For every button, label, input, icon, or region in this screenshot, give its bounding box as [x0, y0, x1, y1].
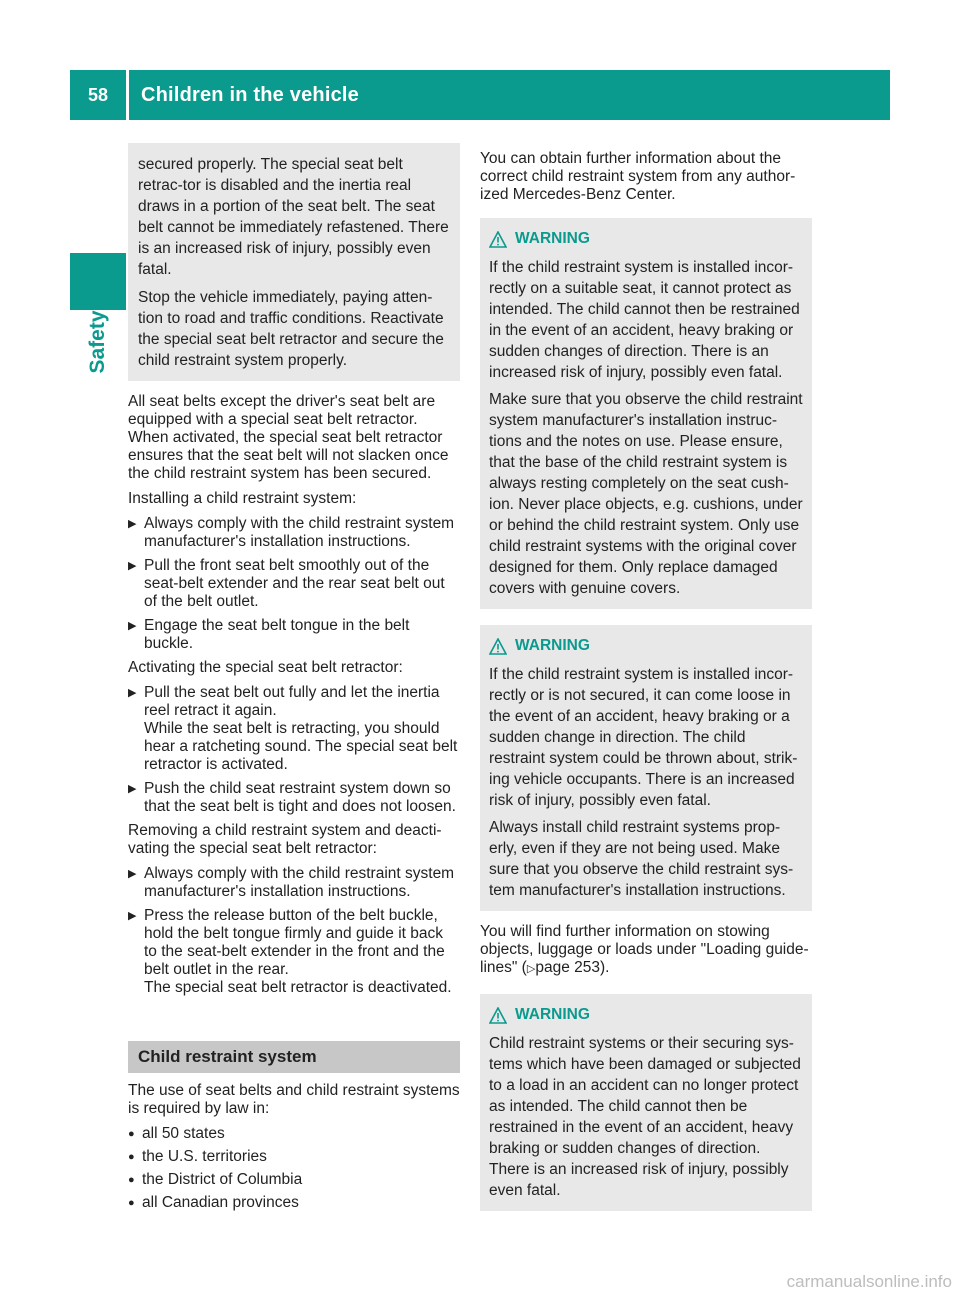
warning-label: WARNING — [515, 230, 590, 247]
page-title: Children in the vehicle — [141, 83, 359, 106]
step-arrow-icon: ▶ — [128, 910, 137, 922]
watermark: carmanualsonline.info — [786, 1272, 952, 1291]
warning-label: WARNING — [515, 1006, 590, 1023]
step-text: Pull the front seat belt smoothly out of the seat-belt extender and the rear seat belt out of the belt outlet. — [144, 557, 445, 610]
section-heading: Child restraint system — [128, 1041, 460, 1073]
step-result-text: The special seat belt retractor is deactivated. — [144, 979, 452, 996]
warning-box — [480, 994, 812, 1211]
warning-text: Always install child restraint systems prop-erly, even if they are not being used. Make sure that you observe the child restraint sys-tem manufacturer's installation instructions. — [489, 819, 794, 899]
step-result-text: While the seat belt is retracting, you should hear a ratcheting sound. The special seat belt retractor is activated. — [144, 720, 458, 773]
step-text: Press the release button of the belt buckle, hold the belt tongue firmly and guide it back to the seat-belt extender in the front and the belt outlet in the rear. — [144, 907, 445, 978]
warning-triangle-icon — [489, 1007, 507, 1024]
step-arrow-icon: ▶ — [128, 620, 137, 632]
step-arrow-icon: ▶ — [128, 868, 137, 880]
instruction-step — [128, 907, 460, 997]
list-item-text: the District of Columbia — [142, 1171, 303, 1188]
left-column — [128, 143, 460, 1217]
box-paragraph: secured properly. The special seat belt retrac-tor is disabled and the inertia real draws in a portion of the seat belt. The seat belt cannot be immediately refastened. There is an increased risk of injury, possibly even fatal. — [138, 156, 449, 278]
box-paragraph: Stop the vehicle immediately, paying atten-tion to road and traffic conditions. Reactivate the special seat belt retractor and secure the child restraint system properly. — [138, 289, 444, 369]
right-column — [480, 150, 812, 1223]
instruction-step — [128, 780, 460, 816]
warning-label: WARNING — [515, 637, 590, 654]
list-item — [128, 1194, 460, 1212]
list-item-text: the U.S. territories — [142, 1148, 267, 1165]
instruction-step — [128, 684, 460, 774]
step-text: Pull the seat belt out fully and let the inertia reel retract it again. — [144, 684, 440, 719]
bullet-icon: ● — [128, 1128, 135, 1140]
step-arrow-icon: ▶ — [128, 687, 137, 699]
page-ref-arrow-icon: ▷ — [526, 963, 536, 975]
warning-triangle-icon — [489, 638, 507, 655]
warning-title — [489, 635, 803, 657]
instruction-step — [128, 515, 460, 551]
list-item-text: all 50 states — [142, 1125, 225, 1142]
stowing-text: You will find further information on stowing objects, luggage or loads under "Loading guide-lines" ( — [480, 923, 809, 976]
list-item-text: all Canadian provinces — [142, 1194, 299, 1211]
list-item — [128, 1171, 460, 1189]
instruction-step — [128, 557, 460, 611]
list-item — [128, 1125, 460, 1143]
page-reference-link[interactable]: page 253 — [535, 959, 600, 976]
instruction-label: Installing a child restraint system: — [128, 490, 357, 507]
paragraph — [480, 923, 812, 978]
paragraph: All seat belts except the driver's seat belt are equipped with a special seat belt retractor. When activated, the special seat belt retractor ensures that the seat belt will not slacken once the child restraint system has been secured. — [128, 393, 449, 482]
section-tab-marker — [70, 253, 126, 310]
warning-title — [489, 1004, 803, 1026]
stowing-text-end: ). — [599, 959, 610, 976]
list-item — [128, 1148, 460, 1166]
section-side-label: Safety — [86, 310, 109, 374]
step-arrow-icon: ▶ — [128, 518, 137, 530]
warning-text: Child restraint systems or their securing sys-tems which have been damaged or subjected to a load in an accident can no longer protect as intended. The child cannot then be restrained in the event of an accident, heavy braking or sudden changes of direction. There is an increased risk of injury, possibly even fatal. — [489, 1035, 801, 1199]
step-text: Push the child seat restraint system down so that the seat belt is tight and does not loosen. — [144, 780, 456, 815]
warning-text: If the child restraint system is installed incor-rectly on a suitable seat, it cannot protect as intended. The child cannot then be restrained in the event of an accident, heavy braking or sudden changes of direction. There is an increased risk of injury, possibly even fatal. — [489, 259, 800, 381]
paragraph: You can obtain further information about the correct child restraint system from any author-ized Mercedes-Benz Center. — [480, 150, 796, 203]
step-arrow-icon: ▶ — [128, 560, 137, 572]
bullet-icon: ● — [128, 1151, 135, 1163]
warning-title — [489, 228, 803, 250]
warning-box — [480, 625, 812, 911]
instruction-step — [128, 865, 460, 901]
warning-text: Make sure that you observe the child restraint system manufacturer's installation instruc-tions and the notes on use. Please ensure, that the base of the child restraint system is always resting completely on the seat cush-ion. Never place objects, e.g. cushions, under or behind the child restraint system. Only use child restraint systems with the original cover designed for them. Only replace damaged covers with genuine covers. — [489, 391, 803, 597]
warning-continuation-box — [128, 143, 460, 381]
warning-text: If the child restraint system is installed incor-rectly or is not secured, it can come loose in the event of an accident, heavy braking or a sudden change in direction. The child restraint system could be thrown about, strik-ing vehicle occupants. There is an increased risk of injury, possibly even fatal. — [489, 666, 798, 809]
warning-triangle-icon — [489, 231, 507, 248]
warning-box — [480, 218, 812, 609]
step-text: Always comply with the child restraint system manufacturer's installation instructions. — [144, 865, 455, 900]
bullet-icon: ● — [128, 1174, 135, 1186]
bullet-icon: ● — [128, 1197, 135, 1209]
paragraph: The use of seat belts and child restraint systems is required by law in: — [128, 1082, 460, 1117]
instruction-label: Removing a child restraint system and deacti-vating the special seat belt retractor: — [128, 822, 442, 857]
header-divider — [126, 70, 129, 120]
instruction-step — [128, 617, 460, 653]
step-arrow-icon: ▶ — [128, 783, 137, 795]
step-text: Always comply with the child restraint system manufacturer's installation instructions. — [144, 515, 455, 550]
instruction-label: Activating the special seat belt retractor: — [128, 659, 403, 676]
step-text: Engage the seat belt tongue in the belt buckle. — [144, 617, 410, 652]
page-number: 58 — [87, 84, 109, 105]
